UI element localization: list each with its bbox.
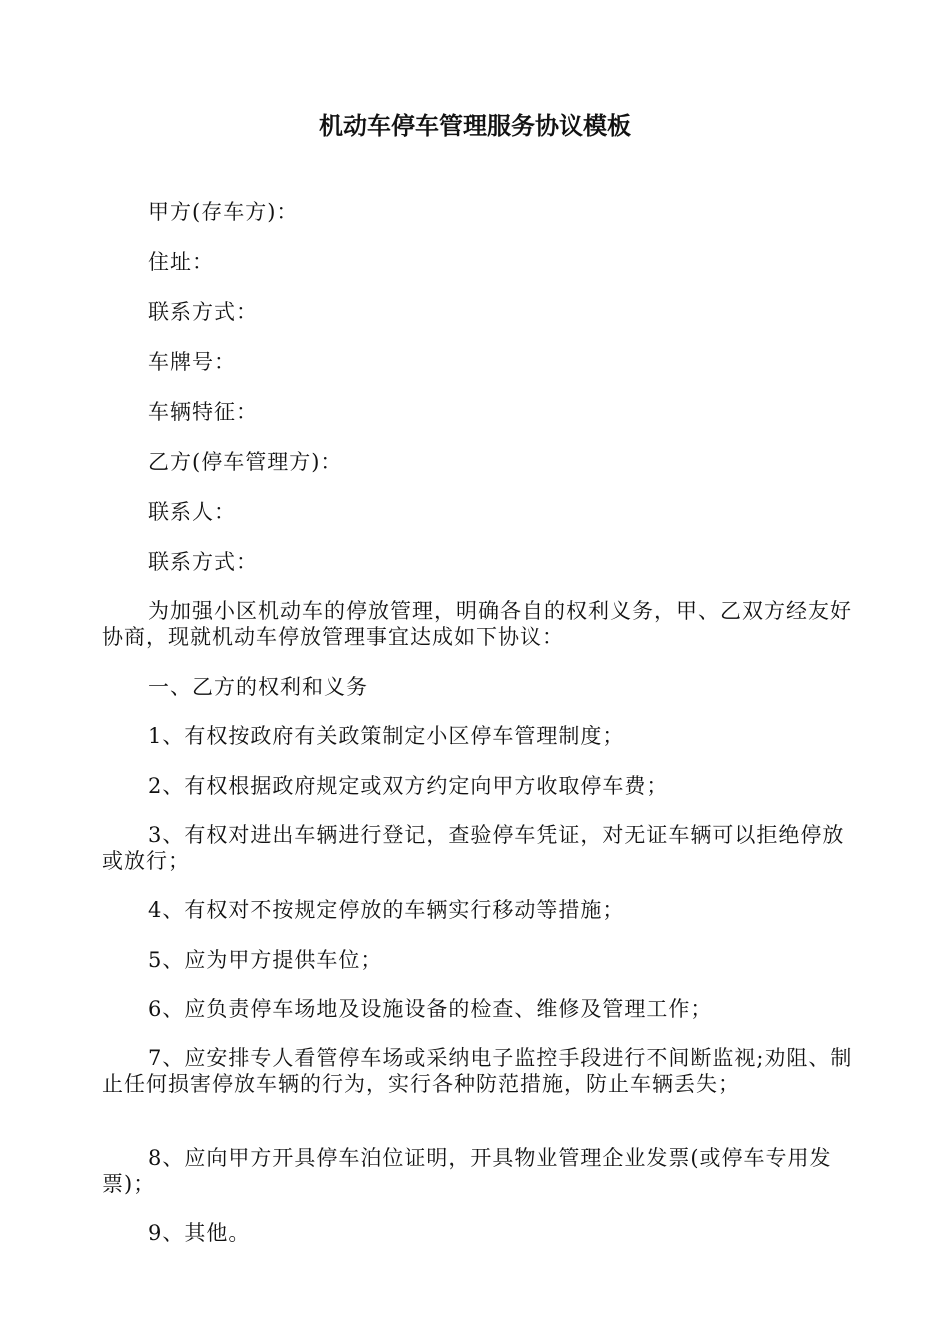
list-item: 7、应安排专人看管停车场或采纳电子监控手段进行不间断监视;劝阻、制止任何损害停放车辆的行为，实行各种防范措施，防止车辆丢失； (102, 1046, 853, 1096)
section-heading: 一、乙方的权利和义务 (148, 675, 368, 699)
intro-paragraph: 为加强小区机动车的停放管理，明确各自的权利义务，甲、乙双方经友好协商，现就机动车停放管理事宜达成如下协议： (102, 599, 852, 649)
list-item: 6、应负责停车场地及设施设备的检查、维修及管理工作； (148, 997, 713, 1021)
field-party-b: 乙方(停车管理方)： (148, 450, 343, 474)
field-contact-b: 联系方式： (148, 550, 258, 574)
field-party-a: 甲方(存车方)： (148, 200, 299, 224)
field-contact-a: 联系方式： (148, 300, 258, 324)
field-plate: 车牌号： (148, 350, 236, 374)
list-item: 3、有权对进出车辆进行登记，查验停车凭证，对无证车辆可以拒绝停放或放行； (102, 823, 845, 873)
list-item: 8、应向甲方开具停车泊位证明，开具物业管理企业发票(或停车专用发票)； (102, 1146, 832, 1196)
list-item: 4、有权对不按规定停放的车辆实行移动等措施； (148, 898, 625, 922)
field-contact-person: 联系人： (148, 500, 236, 524)
list-item: 9、其他。 (148, 1221, 251, 1245)
field-vehicle-features: 车辆特征： (148, 400, 258, 424)
list-item: 2、有权根据政府规定或双方约定向甲方收取停车费； (148, 774, 669, 798)
field-address: 住址： (148, 250, 214, 274)
list-item: 5、应为甲方提供车位； (148, 948, 383, 972)
list-item: 1、有权按政府有关政策制定小区停车管理制度； (148, 724, 625, 748)
document-title: 机动车停车管理服务协议模板 (319, 112, 631, 140)
